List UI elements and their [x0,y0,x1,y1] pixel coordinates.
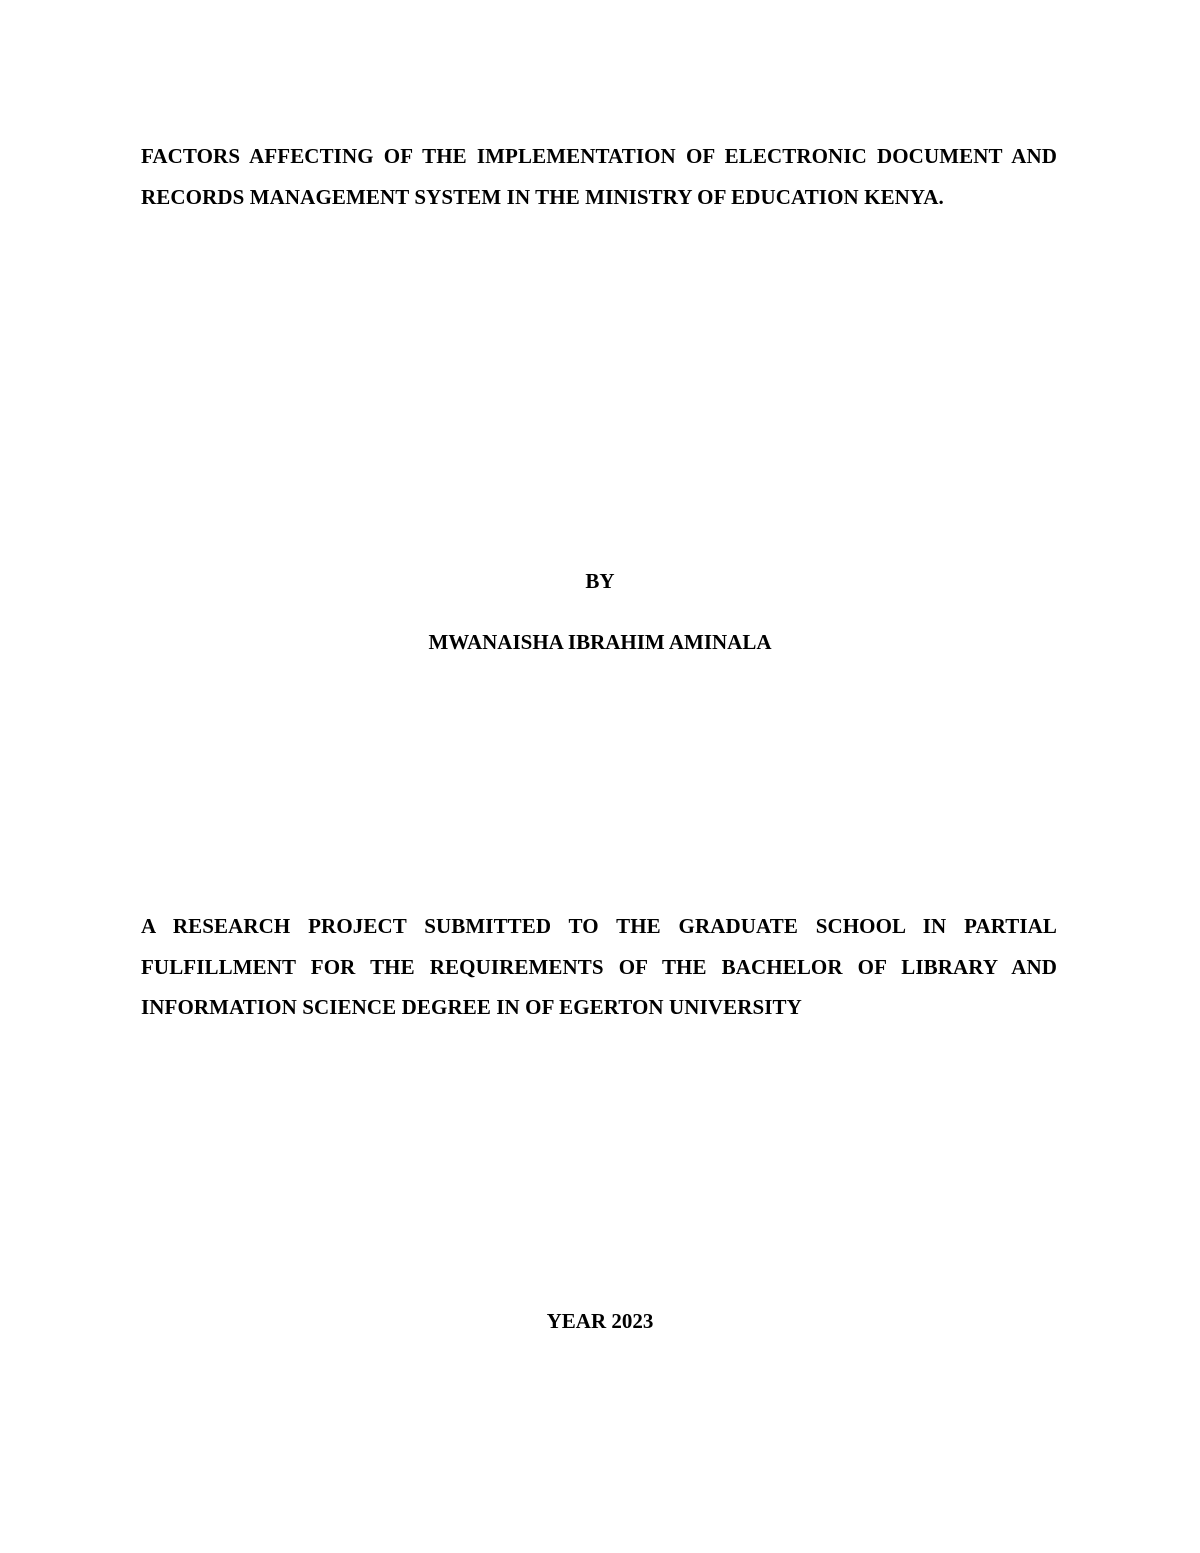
submission-statement: A RESEARCH PROJECT SUBMITTED TO THE GRADUATE SCHOOL IN PARTIAL FULFILLMENT FOR THE REQUIREMENTS OF THE BACHELOR OF LIBRARY AND INFORMATION SCIENCE DEGREE IN OF EGERTON UNIVERSITY [141,914,1057,1019]
author-name: MWANAISHA IBRAHIM AMINALA [428,630,772,654]
document-title: FACTORS AFFECTING OF THE IMPLEMENTATION OF ELECTRONIC DOCUMENT AND RECORDS MANAGEMENT SYSTEM IN THE MINISTRY OF EDUCATION KENYA. [141,144,1057,209]
by-label: BY [585,569,615,593]
submission-year: YEAR 2023 [546,1309,654,1333]
